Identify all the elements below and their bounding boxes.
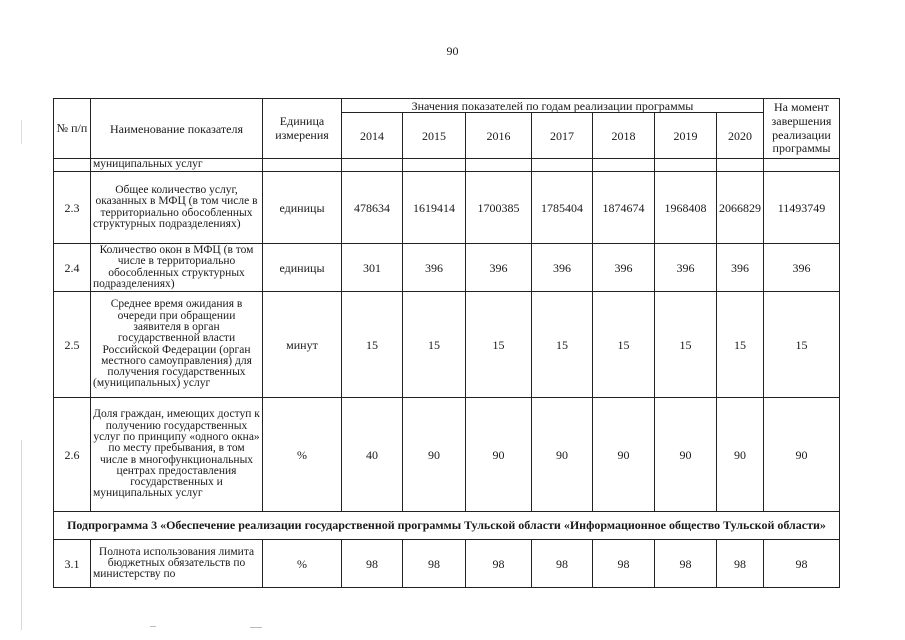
row-final: 11493749	[764, 172, 840, 244]
row-unit: единицы	[263, 244, 342, 292]
header-year: 2018	[593, 113, 655, 159]
row-value: 98	[717, 540, 764, 588]
row-value: 1785404	[532, 172, 593, 244]
row-value	[342, 159, 403, 172]
row-value: 90	[593, 398, 655, 512]
table-row	[54, 292, 840, 398]
row-final: 396	[764, 244, 840, 292]
row-unit	[263, 159, 342, 172]
row-value: 90	[403, 398, 466, 512]
row-num: 2.3	[54, 172, 91, 244]
header-year: 2019	[655, 113, 717, 159]
row-final: 98	[764, 540, 840, 588]
row-value: 15	[655, 292, 717, 398]
row-value: 90	[466, 398, 532, 512]
row-unit: %	[263, 398, 342, 512]
row-value	[655, 159, 717, 172]
row-name: Доля граждан, имеющих доступ к получению государственных услуг по принципу «одного окна» по месту пребывания, в том числе в многофункциональных центрах предоставления государственных и муниципальных услуг	[91, 398, 263, 512]
row-value: 1619414	[403, 172, 466, 244]
row-final	[764, 159, 840, 172]
row-value	[532, 159, 593, 172]
row-final: 15	[764, 292, 840, 398]
header-final: На момент завершения реализации программы	[764, 99, 840, 159]
header-name: Наименование показателя	[91, 99, 263, 159]
row-value: 98	[593, 540, 655, 588]
row-value	[466, 159, 532, 172]
row-value: 478634	[342, 172, 403, 244]
row-value: 15	[342, 292, 403, 398]
row-value: 90	[717, 398, 764, 512]
row-unit: %	[263, 540, 342, 588]
row-value: 1700385	[466, 172, 532, 244]
header-year: 2015	[403, 113, 466, 159]
row-value: 98	[342, 540, 403, 588]
row-value: 396	[593, 244, 655, 292]
row-value: 15	[593, 292, 655, 398]
header-unit: Единица измерения	[263, 99, 342, 159]
row-unit: минут	[263, 292, 342, 398]
scan-margin-mark	[21, 440, 22, 630]
header-year: 2017	[532, 113, 593, 159]
row-value: 98	[403, 540, 466, 588]
row-name: муниципальных услуг	[91, 159, 263, 172]
table-row	[54, 159, 840, 172]
row-name: Количество окон в МФЦ (в том числе в территориально обособленных структурных подразделениях)	[91, 244, 263, 292]
row-value: 301	[342, 244, 403, 292]
scan-speck	[150, 626, 156, 627]
row-value	[593, 159, 655, 172]
row-value: 98	[655, 540, 717, 588]
row-value: 15	[532, 292, 593, 398]
header-num: № п/п	[54, 99, 91, 159]
row-num: 2.4	[54, 244, 91, 292]
row-name: Среднее время ожидания в очереди при обращении заявителя в орган государственной власти Российской Федерации (орган местного самоуправления) для получения государственных (муниципальных) услуг	[91, 292, 263, 398]
table-row	[54, 172, 840, 244]
scan-speck	[250, 627, 262, 628]
row-value: 1968408	[655, 172, 717, 244]
row-value: 40	[342, 398, 403, 512]
row-value	[403, 159, 466, 172]
table-row	[54, 398, 840, 512]
header-years-group: Значения показателей по годам реализации программы	[342, 99, 764, 113]
row-num: 3.1	[54, 540, 91, 588]
row-name: Полнота использования лимита бюджетных обязательств по министерству по	[91, 540, 263, 588]
row-value: 396	[532, 244, 593, 292]
row-value: 98	[532, 540, 593, 588]
row-name: Общее количество услуг, оказанных в МФЦ (в том числе в территориально обособленных структурных подразделениях)	[91, 172, 263, 244]
header-year: 2020	[717, 113, 764, 159]
row-final: 90	[764, 398, 840, 512]
section-row	[54, 512, 840, 540]
row-value: 15	[466, 292, 532, 398]
row-value: 396	[655, 244, 717, 292]
header-year: 2014	[342, 113, 403, 159]
row-value: 2066829	[717, 172, 764, 244]
row-value: 90	[655, 398, 717, 512]
row-value: 396	[466, 244, 532, 292]
row-value: 396	[403, 244, 466, 292]
header-year: 2016	[466, 113, 532, 159]
table-row	[54, 244, 840, 292]
indicators-table	[53, 98, 840, 588]
row-num	[54, 159, 91, 172]
row-value: 396	[717, 244, 764, 292]
row-value	[717, 159, 764, 172]
row-num: 2.5	[54, 292, 91, 398]
row-num: 2.6	[54, 398, 91, 512]
row-value: 90	[532, 398, 593, 512]
row-value: 98	[466, 540, 532, 588]
scan-margin-mark	[21, 120, 22, 144]
row-value: 15	[403, 292, 466, 398]
page-number: 90	[446, 44, 459, 58]
table-row	[54, 540, 840, 588]
section-title: Подпрограмма 3 «Обеспечение реализации государственной программы Тульской области «Информационное общество Тульской области»	[54, 512, 840, 540]
row-value: 1874674	[593, 172, 655, 244]
row-unit: единицы	[263, 172, 342, 244]
row-value: 15	[717, 292, 764, 398]
